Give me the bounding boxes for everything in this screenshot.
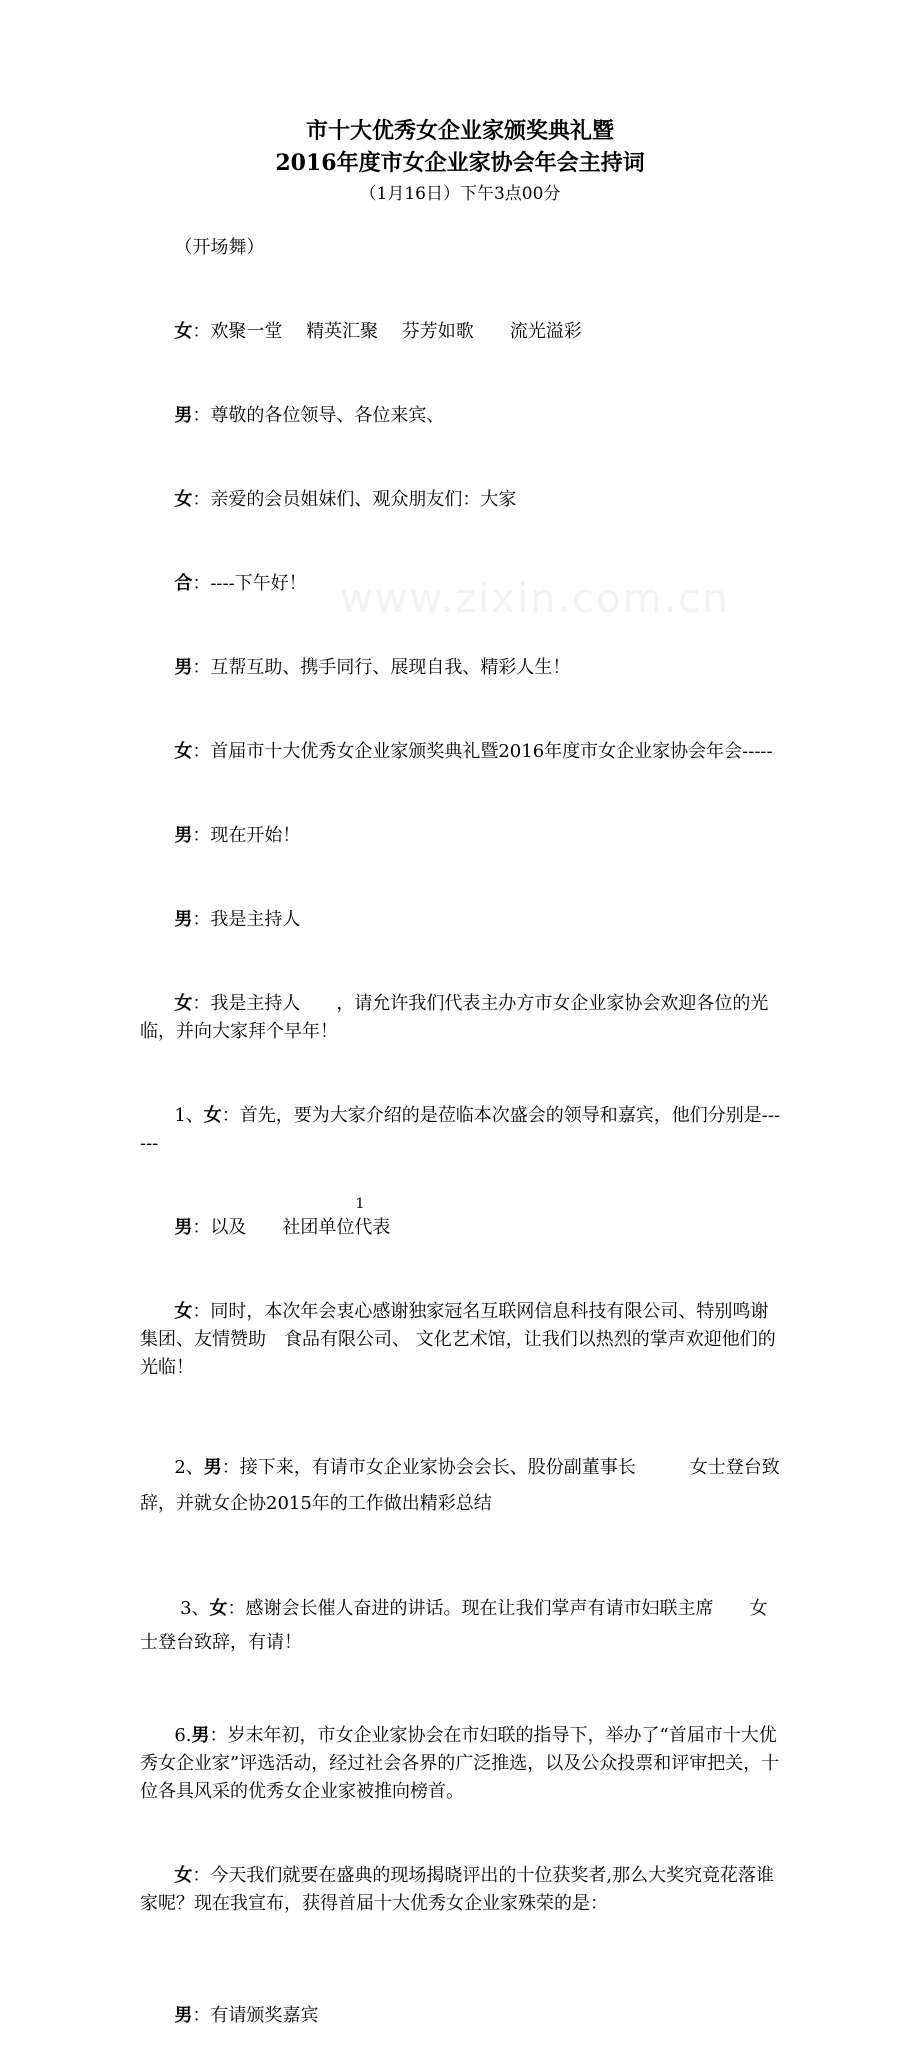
speaker-label: 女 — [174, 489, 193, 510]
line-text: （开场舞） — [174, 237, 265, 258]
speaker-label: 男 — [191, 1725, 210, 1746]
document-subtitle: （1月16日）下午3点00分 — [359, 184, 561, 204]
script-line — [140, 290, 785, 374]
line-text: ：欢聚一堂 精英汇聚 芬芳如歌 流光溢彩 — [192, 321, 582, 342]
speaker-label: 男 — [174, 657, 193, 678]
line-text: ：今天我们就要在盛典的现场揭晓评出的十位获奖者,那么大奖究竟花落谁家呢？现在我宣布，获得首届十大优秀女企业家殊荣的是： — [140, 1865, 775, 1914]
speaker-label: 男 — [174, 1217, 193, 1238]
speaker-label: 男 — [174, 2005, 193, 2026]
line-text: ：亲爱的会员姐妹们、观众朋友们：大家 — [192, 489, 517, 510]
line-text: ：首先，要为大家介绍的是莅临本次盛会的领导和嘉宾，他们分别是------ — [140, 1105, 781, 1154]
document-title-line-1: 市十大优秀女企业家颁奖典礼暨 — [305, 118, 614, 144]
script-line — [140, 458, 785, 542]
speaker-label: 女 — [174, 993, 193, 1014]
script-line — [140, 542, 785, 626]
script-line — [140, 1694, 785, 1834]
line-text: ：感谢会长催人奋进的讲话。现在让我们掌声有请市妇联主席 女士登台致辞，有请！ — [140, 1598, 768, 1653]
script-line — [140, 962, 785, 1074]
script-line — [140, 1270, 785, 1410]
line-number: 6. — [174, 1725, 192, 1746]
speaker-label: 男 — [174, 405, 193, 426]
speaker-label: 女 — [174, 1301, 193, 1322]
line-text: ：我是主持人 ，请允许我们代表主办方市女企业家协会欢迎各位的光临，并向大家拜个早年！ — [140, 993, 769, 1042]
script-line — [140, 710, 785, 794]
script-line — [140, 1974, 785, 2058]
line-text: ：互帮互助、携手同行、展现自我、精彩人生！ — [192, 657, 571, 678]
script-line — [140, 626, 785, 710]
script-body — [140, 206, 785, 2058]
document-title-line-2: 2016年度市女企业家协会年会主持词 — [275, 150, 645, 176]
line-text: ：----下午好！ — [192, 573, 307, 594]
speaker-label: 男 — [203, 1457, 222, 1478]
line-text: ：有请颁奖嘉宾 — [192, 2005, 319, 2026]
blank-line — [140, 1946, 785, 1974]
line-text: ：首届市十大优秀女企业家颁奖典礼暨2016年度市女企业家协会年会----- — [192, 741, 773, 762]
speaker-label: 男 — [174, 825, 193, 846]
line-number: 3、 — [174, 1598, 210, 1619]
speaker-label: 女 — [174, 741, 193, 762]
line-text: ：现在开始！ — [192, 825, 301, 846]
script-line — [140, 1558, 785, 1694]
script-line — [140, 374, 785, 458]
speaker-label: 男 — [174, 909, 193, 930]
line-text: ：以及 社团单位代表 — [192, 1217, 391, 1238]
line-text: ：接下来，有请市女企业家协会会长、股份副董事长 女士登台致辞，并就女企协2015年的工作做出精彩总结 — [140, 1457, 780, 1514]
watermark-text: www.zixin.com.cn — [340, 576, 730, 622]
speaker-label: 合 — [174, 573, 193, 594]
speaker-label: 女 — [203, 1105, 222, 1126]
line-text: ：尊敬的各位领导、各位来宾、 — [192, 405, 445, 426]
script-line — [140, 878, 785, 962]
speaker-label: 女 — [209, 1598, 228, 1619]
script-line — [140, 206, 785, 290]
line-number: 2、 — [174, 1457, 204, 1478]
script-line — [140, 794, 785, 878]
script-line — [140, 1074, 785, 1186]
line-text: ：岁末年初，市女企业家协会在市妇联的指导下，举办了“首届市十大优秀女企业家”评选活动，经过社会各界的广泛推选，以及公众投票和评审把关，十位各具风采的优秀女企业家被推向榜首。 — [140, 1725, 780, 1802]
speaker-label: 女 — [174, 321, 193, 342]
line-text: ：同时，本次年会衷心感谢独家冠名互联网信息科技有限公司、特别鸣谢 集团、友情赞助 食品有限公司、 文化艺术馆，让我们以热烈的掌声欢迎他们的光临！ — [140, 1301, 787, 1378]
line-number: 1、 — [174, 1105, 204, 1126]
speaker-label: 女 — [174, 1865, 193, 1886]
script-line — [140, 1834, 785, 1946]
line-text: ：我是主持人 — [192, 909, 301, 930]
page-number: 1 — [355, 1196, 365, 1212]
script-line — [140, 1414, 785, 1558]
